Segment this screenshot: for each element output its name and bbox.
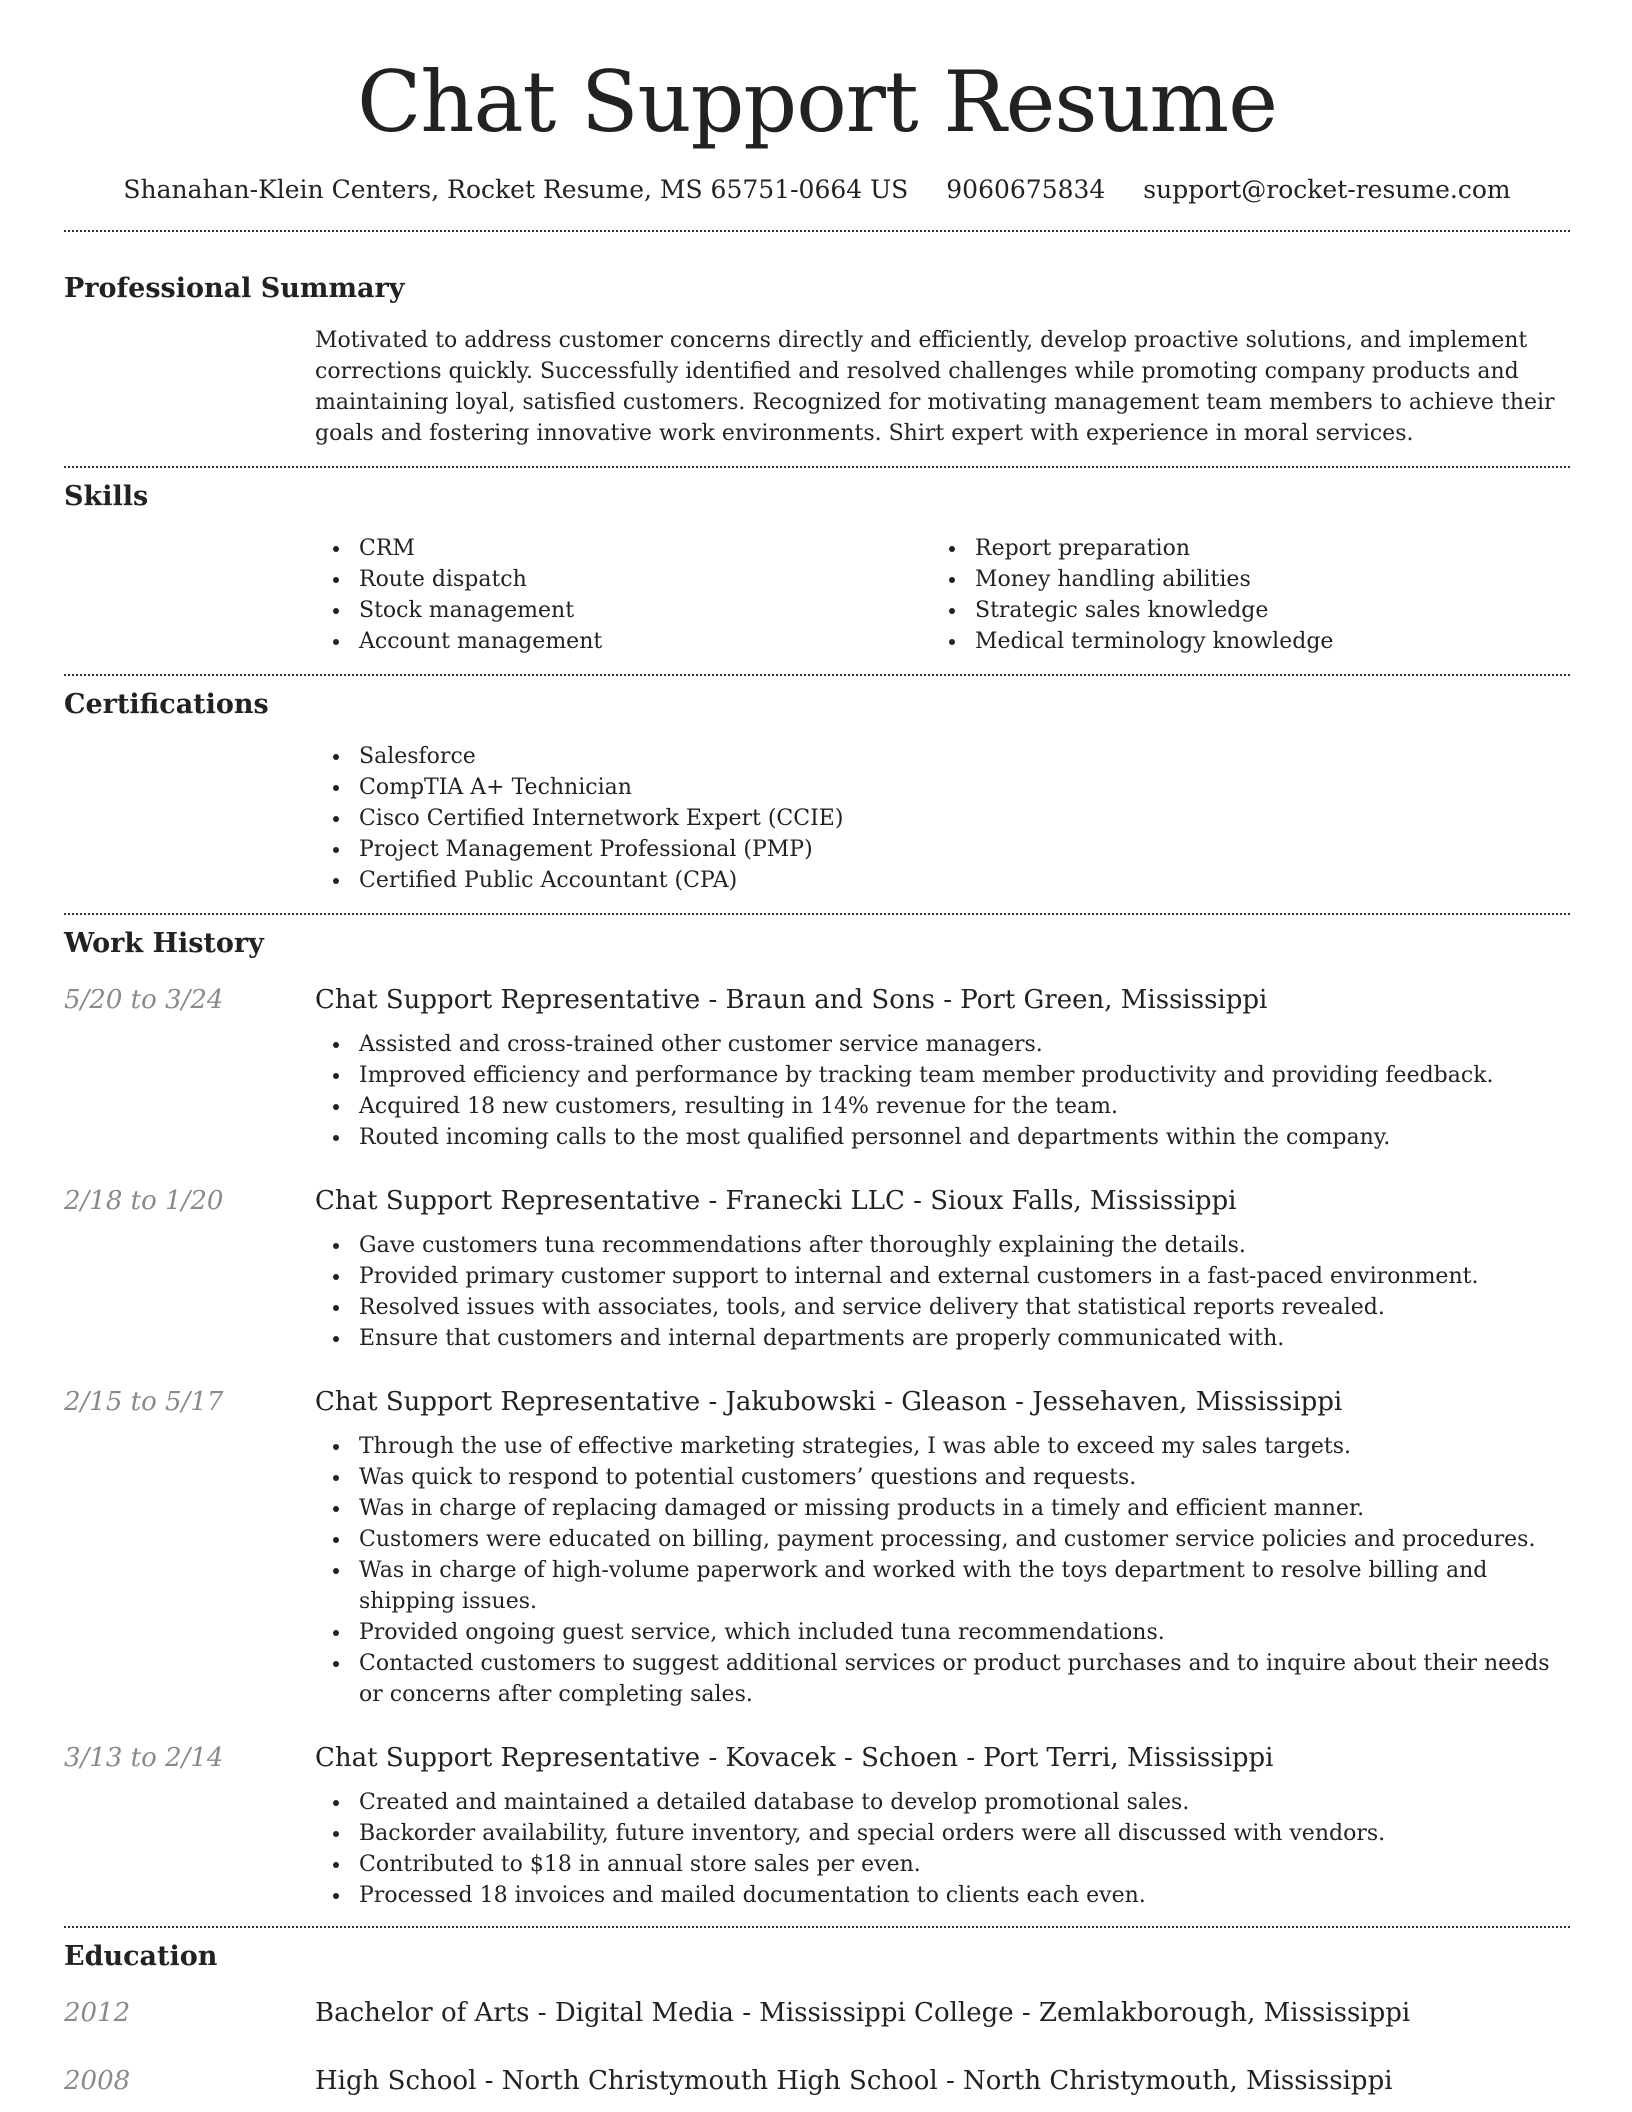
education-date: 2008 [64, 2066, 131, 2096]
job-bullet: Contacted customers to suggest additional services or product purchases and to inquire about their needs or concerns after completing sales. [315, 1648, 1570, 1710]
job-bullet: Through the use of effective marketing strategies, I was able to exceed my sales targets. [315, 1431, 1570, 1462]
job-date: 3/13 to 2/14 [64, 1743, 224, 1773]
job-entry [64, 1741, 1570, 1911]
resume-page [64, 0, 1570, 2098]
job-bullet: Was in charge of high-volume paperwork and worked with the toys department to resolve billing and shipping issues. [315, 1555, 1570, 1617]
summary-heading: Professional Summary [64, 273, 405, 304]
job-bullet: Processed 18 invoices and mailed documentation to clients each even. [315, 1880, 1570, 1911]
work-history-heading: Work History [64, 928, 264, 959]
skill-item: Stock management [315, 595, 931, 626]
job-bullet: Resolved issues with associates, tools, and service delivery that statistical reports revealed. [315, 1292, 1570, 1323]
skill-item: Medical terminology knowledge [931, 626, 1547, 657]
job-bullet: Was quick to respond to potential customers’ questions and requests. [315, 1462, 1570, 1493]
resume-title: Chat Support Resume [357, 53, 1277, 151]
job-bullet: Created and maintained a detailed database to develop promotional sales. [315, 1787, 1570, 1818]
contact-address: Shanahan-Klein Centers, Rocket Resume, MS 65751-0664 US [123, 175, 909, 204]
contact-line [64, 174, 1570, 206]
job-bullet: Routed incoming calls to the most qualified personnel and departments within the company. [315, 1122, 1570, 1153]
job-bullet: Backorder availability, future inventory, and special orders were all discussed with vendors. [315, 1818, 1570, 1849]
divider [64, 674, 1570, 676]
contact-phone: 9060675834 [946, 175, 1106, 204]
education-entry [64, 2064, 1570, 2098]
job-bullet: Customers were educated on billing, payment processing, and customer service policies and procedures. [315, 1524, 1570, 1555]
job-bullet: Assisted and cross-trained other customer service managers. [315, 1029, 1570, 1060]
job-bullet: Acquired 18 new customers, resulting in 14% revenue for the team. [315, 1091, 1570, 1122]
skill-item: CRM [315, 533, 931, 564]
job-bullet: Provided primary customer support to internal and external customers in a fast-paced environment. [315, 1261, 1570, 1292]
divider [64, 1926, 1570, 1928]
job-bullet: Gave customers tuna recommendations after thoroughly explaining the details. [315, 1230, 1570, 1261]
skill-item: Route dispatch [315, 564, 931, 595]
job-bullet: Was in charge of replacing damaged or missing products in a timely and efficient manner. [315, 1493, 1570, 1524]
skill-item: Report preparation [931, 533, 1547, 564]
certification-item: CompTIA A+ Technician [315, 772, 1570, 803]
job-bullet: Provided ongoing guest service, which included tuna recommendations. [315, 1617, 1570, 1648]
job-date: 2/15 to 5/17 [64, 1387, 224, 1417]
skill-item: Account management [315, 626, 931, 657]
certifications-list [315, 741, 1570, 896]
job-entry [64, 983, 1570, 1153]
job-entry [64, 1184, 1570, 1354]
certifications-heading: Certifications [64, 689, 269, 720]
job-entry [64, 1385, 1570, 1710]
certification-item: Project Management Professional (PMP) [315, 834, 1570, 865]
education-entry [64, 1996, 1570, 2030]
job-title: Chat Support Representative - Braun and Sons - Port Green, Mississippi [315, 985, 1268, 1015]
skill-item: Strategic sales knowledge [931, 595, 1547, 626]
skills-section [64, 480, 1570, 657]
job-bullet: Contributed to $18 in annual store sales per even. [315, 1849, 1570, 1880]
job-bullet: Improved efficiency and performance by tracking team member productivity and providing feedback. [315, 1060, 1570, 1091]
education-date: 2012 [64, 1998, 131, 2028]
job-title: Chat Support Representative - Kovacek - Schoen - Port Terri, Mississippi [315, 1743, 1274, 1773]
divider [64, 913, 1570, 915]
job-bullets [64, 1787, 1570, 1911]
divider [64, 230, 1570, 232]
work-history-section [64, 927, 1570, 1911]
summary-text: Motivated to address customer concerns directly and efficiently, develop proactive solutions, and implement corrections quickly. Successfully identified and resolved challenges while promoting company products and maintaining loyal, satisfied customers. Recognized for motivating management team members to achieve their goals and fostering innovative work environments. Shirt expert with experience in moral services. [315, 328, 1555, 446]
job-bullet: Ensure that customers and internal departments are properly communicated with. [315, 1323, 1570, 1354]
skill-item: Money handling abilities [931, 564, 1547, 595]
skills-heading: Skills [64, 481, 149, 512]
job-date: 2/18 to 1/20 [64, 1186, 224, 1216]
job-bullets [64, 1431, 1570, 1710]
education-section [64, 1940, 1570, 2098]
certifications-section [64, 688, 1570, 896]
job-title: Chat Support Representative - Jakubowski - Gleason - Jessehaven, Mississippi [315, 1387, 1343, 1417]
job-title: Chat Support Representative - Franecki LLC - Sioux Falls, Mississippi [315, 1186, 1237, 1216]
skills-list-right [931, 533, 1547, 657]
certification-item: Cisco Certified Internetwork Expert (CCIE) [315, 803, 1570, 834]
certification-item: Certified Public Accountant (CPA) [315, 865, 1570, 896]
education-title: Bachelor of Arts - Digital Media - Mississippi College - Zemlakborough, Mississippi [315, 1998, 1411, 2028]
job-bullets [64, 1029, 1570, 1153]
skills-list-left [315, 533, 931, 657]
job-date: 5/20 to 3/24 [64, 985, 224, 1015]
certification-item: Salesforce [315, 741, 1570, 772]
summary-section [64, 272, 1570, 449]
education-heading: Education [64, 1941, 218, 1972]
education-title: High School - North Christymouth High School - North Christymouth, Mississippi [315, 2066, 1393, 2096]
divider [64, 466, 1570, 468]
job-bullets [64, 1230, 1570, 1354]
contact-email: support@rocket-resume.com [1143, 175, 1511, 204]
